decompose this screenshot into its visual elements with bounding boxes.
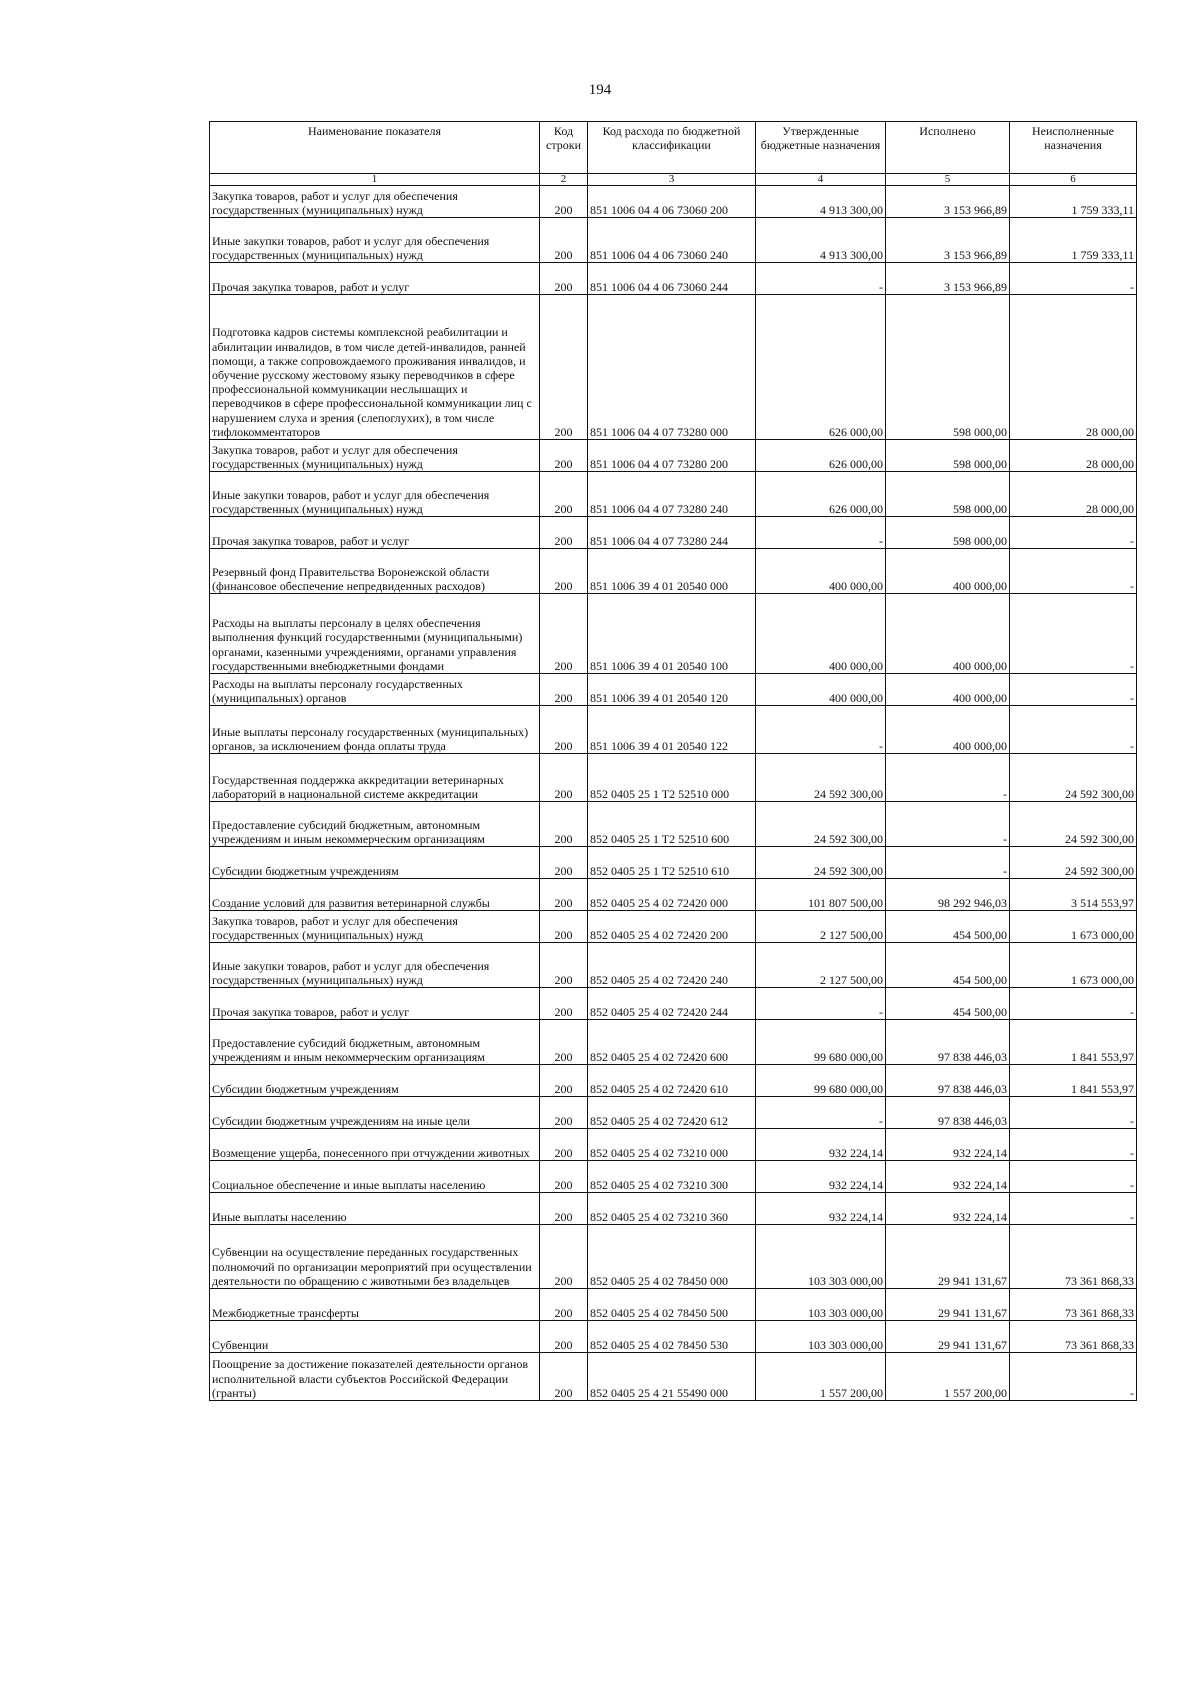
row-unexecuted: 73 361 868,33 [1010,1225,1137,1289]
row-executed: 3 153 966,89 [886,218,1010,263]
table-row [210,517,1137,549]
row-executed: 598 000,00 [886,440,1010,472]
row-name: Возмещение ущерба, понесенного при отчуждении животных [210,1129,540,1161]
row-line-code: 200 [540,549,588,594]
row-expense-code: 852 0405 25 4 02 72420 000 [588,879,756,911]
row-expense-code: 852 0405 25 4 02 72420 612 [588,1097,756,1129]
row-name: Иные закупки товаров, работ и услуг для обеспечения государственных (муниципальных) нужд [210,218,540,263]
row-line-code: 200 [540,706,588,754]
row-unexecuted: - [1010,1097,1137,1129]
table-row [210,802,1137,847]
row-line-code: 200 [540,440,588,472]
row-unexecuted: 24 592 300,00 [1010,847,1137,879]
table-row [210,879,1137,911]
row-approved: 1 557 200,00 [756,1353,886,1401]
row-unexecuted: - [1010,1353,1137,1401]
row-name: Субвенции на осуществление переданных государственных полномочий по организации мероприятий при осуществлении деятельности по обращению с животными без владельцев [210,1225,540,1289]
row-executed: 932 224,14 [886,1129,1010,1161]
row-approved: 2 127 500,00 [756,911,886,943]
row-approved: 932 224,14 [756,1161,886,1193]
row-unexecuted: 1 673 000,00 [1010,911,1137,943]
row-unexecuted: - [1010,1193,1137,1225]
row-unexecuted: 1 673 000,00 [1010,943,1137,988]
row-line-code: 200 [540,186,588,218]
row-executed: 97 838 446,03 [886,1020,1010,1065]
row-executed: 598 000,00 [886,472,1010,517]
row-name: Создание условий для развития ветеринарной службы [210,879,540,911]
row-name: Закупка товаров, работ и услуг для обеспечения государственных (муниципальных) нужд [210,440,540,472]
row-approved: 4 913 300,00 [756,218,886,263]
row-line-code: 200 [540,218,588,263]
row-expense-code: 852 0405 25 4 02 73210 300 [588,1161,756,1193]
row-line-code: 200 [540,1353,588,1401]
row-approved: 400 000,00 [756,674,886,706]
row-name: Субвенции [210,1321,540,1353]
row-approved: 932 224,14 [756,1129,886,1161]
row-executed: 29 941 131,67 [886,1225,1010,1289]
row-approved: 101 807 500,00 [756,879,886,911]
row-approved: 4 913 300,00 [756,186,886,218]
row-expense-code: 852 0405 25 4 02 72420 200 [588,911,756,943]
table-row [210,295,1137,440]
row-executed: 97 838 446,03 [886,1097,1010,1129]
row-line-code: 200 [540,472,588,517]
row-executed: 29 941 131,67 [886,1289,1010,1321]
table-row [210,1129,1137,1161]
row-executed: - [886,802,1010,847]
row-name: Субсидии бюджетным учреждениям [210,847,540,879]
row-approved: - [756,1097,886,1129]
row-unexecuted: 73 361 868,33 [1010,1289,1137,1321]
header-name: Наименование показателя [210,122,540,174]
row-expense-code: 852 0405 25 4 02 72420 600 [588,1020,756,1065]
row-expense-code: 851 1006 04 4 07 73280 244 [588,517,756,549]
row-approved: 103 303 000,00 [756,1321,886,1353]
row-executed: 454 500,00 [886,911,1010,943]
row-expense-code: 852 0405 25 4 02 72420 240 [588,943,756,988]
row-name: Прочая закупка товаров, работ и услуг [210,263,540,295]
table-row [210,1065,1137,1097]
row-unexecuted: 3 514 553,97 [1010,879,1137,911]
row-line-code: 200 [540,1065,588,1097]
row-executed: 29 941 131,67 [886,1321,1010,1353]
row-line-code: 200 [540,1289,588,1321]
column-number: 2 [540,174,588,186]
row-line-code: 200 [540,879,588,911]
row-executed: - [886,754,1010,802]
row-unexecuted: - [1010,549,1137,594]
table-row [210,440,1137,472]
row-line-code: 200 [540,1321,588,1353]
row-line-code: 200 [540,847,588,879]
row-executed: 3 153 966,89 [886,186,1010,218]
row-name: Субсидии бюджетным учреждениям на иные цели [210,1097,540,1129]
table-row [210,706,1137,754]
header-line-code: Код строки [540,122,588,174]
row-expense-code: 851 1006 04 4 07 73280 240 [588,472,756,517]
row-name: Межбюджетные трансферты [210,1289,540,1321]
budget-execution-table [209,121,1137,1401]
row-executed: 932 224,14 [886,1161,1010,1193]
row-line-code: 200 [540,594,588,674]
row-expense-code: 852 0405 25 4 02 72420 244 [588,988,756,1020]
row-approved: 400 000,00 [756,594,886,674]
row-expense-code: 852 0405 25 4 02 73210 000 [588,1129,756,1161]
row-expense-code: 851 1006 04 4 06 73060 200 [588,186,756,218]
table-row [210,218,1137,263]
table-row [210,594,1137,674]
table-row [210,1097,1137,1129]
row-unexecuted: 28 000,00 [1010,295,1137,440]
row-line-code: 200 [540,1161,588,1193]
row-line-code: 200 [540,1193,588,1225]
row-expense-code: 852 0405 25 4 21 55490 000 [588,1353,756,1401]
table-row [210,1161,1137,1193]
column-number: 5 [886,174,1010,186]
header-executed: Исполнено [886,122,1010,174]
row-approved: - [756,706,886,754]
row-expense-code: 852 0405 25 1 T2 52510 600 [588,802,756,847]
row-approved: 2 127 500,00 [756,943,886,988]
row-name: Иные закупки товаров, работ и услуг для обеспечения государственных (муниципальных) нужд [210,943,540,988]
column-number: 1 [210,174,540,186]
row-line-code: 200 [540,1097,588,1129]
row-name: Иные выплаты персоналу государственных (муниципальных) органов, за исключением фонда оплаты труда [210,706,540,754]
table-row [210,1289,1137,1321]
table-row [210,472,1137,517]
row-unexecuted: 28 000,00 [1010,472,1137,517]
page-number: 194 [588,82,612,98]
row-executed: 454 500,00 [886,943,1010,988]
row-unexecuted: - [1010,706,1137,754]
row-name: Иные выплаты населению [210,1193,540,1225]
row-executed: 400 000,00 [886,706,1010,754]
row-name: Предоставление субсидий бюджетным, автономным учреждениям и иным некоммерческим организациям [210,802,540,847]
table-row [210,943,1137,988]
header-row [210,122,1137,174]
table-row [210,911,1137,943]
column-number: 4 [756,174,886,186]
row-line-code: 200 [540,1129,588,1161]
row-executed: 400 000,00 [886,594,1010,674]
row-approved: 103 303 000,00 [756,1225,886,1289]
row-unexecuted: 24 592 300,00 [1010,754,1137,802]
row-line-code: 200 [540,1225,588,1289]
row-line-code: 200 [540,263,588,295]
row-executed: 454 500,00 [886,988,1010,1020]
row-line-code: 200 [540,754,588,802]
row-approved: 24 592 300,00 [756,754,886,802]
row-unexecuted: - [1010,517,1137,549]
header-approved: Утвержденные бюджетные назначения [756,122,886,174]
row-line-code: 200 [540,988,588,1020]
row-name: Прочая закупка товаров, работ и услуг [210,517,540,549]
table-row [210,263,1137,295]
row-name: Закупка товаров, работ и услуг для обеспечения государственных (муниципальных) нужд [210,186,540,218]
row-approved: 99 680 000,00 [756,1020,886,1065]
table-row [210,674,1137,706]
row-approved: 626 000,00 [756,440,886,472]
row-name: Субсидии бюджетным учреждениям [210,1065,540,1097]
row-unexecuted: 73 361 868,33 [1010,1321,1137,1353]
row-name: Прочая закупка товаров, работ и услуг [210,988,540,1020]
row-unexecuted: - [1010,674,1137,706]
table-row [210,1321,1137,1353]
row-line-code: 200 [540,674,588,706]
column-number: 3 [588,174,756,186]
row-expense-code: 852 0405 25 4 02 78450 000 [588,1225,756,1289]
table-row [210,847,1137,879]
row-line-code: 200 [540,911,588,943]
row-unexecuted: 1 841 553,97 [1010,1065,1137,1097]
row-approved: - [756,263,886,295]
row-unexecuted: - [1010,594,1137,674]
row-expense-code: 852 0405 25 4 02 73210 360 [588,1193,756,1225]
row-name: Социальное обеспечение и иные выплаты населению [210,1161,540,1193]
row-unexecuted: 28 000,00 [1010,440,1137,472]
table-row [210,1193,1137,1225]
row-line-code: 200 [540,517,588,549]
row-name: Резервный фонд Правительства Воронежской области (финансовое обеспечение непредвиденных расходов) [210,549,540,594]
column-number: 6 [1010,174,1137,186]
row-executed: 97 838 446,03 [886,1065,1010,1097]
row-unexecuted: 1 759 333,11 [1010,186,1137,218]
table-row [210,186,1137,218]
row-unexecuted: - [1010,1161,1137,1193]
row-expense-code: 851 1006 39 4 01 20540 100 [588,594,756,674]
row-unexecuted: - [1010,263,1137,295]
table-row [210,1353,1137,1401]
row-expense-code: 851 1006 04 4 06 73060 240 [588,218,756,263]
row-approved: 626 000,00 [756,295,886,440]
row-expense-code: 852 0405 25 4 02 78450 530 [588,1321,756,1353]
row-approved: 400 000,00 [756,549,886,594]
row-unexecuted: - [1010,1129,1137,1161]
row-approved: 103 303 000,00 [756,1289,886,1321]
row-expense-code: 851 1006 04 4 07 73280 000 [588,295,756,440]
table-row [210,1020,1137,1065]
row-executed: 400 000,00 [886,549,1010,594]
row-name: Расходы на выплаты персоналу государственных (муниципальных) органов [210,674,540,706]
row-executed: 3 153 966,89 [886,263,1010,295]
row-name: Подготовка кадров системы комплексной реабилитации и абилитации инвалидов, в том числе детей-инвалидов, ранней помощи, а также сопровождаемого проживания инвалидов, и обучение русскому жестовому языку переводчиков в сфере профессиональной коммуникации неслышащих и переводчиков в сфере профессиональной коммуникации лиц с нарушением слуха и зрения (слепоглухих), в том числе тифлокомментаторов [210,295,540,440]
table-row [210,988,1137,1020]
row-line-code: 200 [540,295,588,440]
row-unexecuted: 24 592 300,00 [1010,802,1137,847]
row-approved: 99 680 000,00 [756,1065,886,1097]
row-line-code: 200 [540,1020,588,1065]
column-number-row [210,174,1137,186]
row-expense-code: 852 0405 25 4 02 72420 610 [588,1065,756,1097]
row-name: Государственная поддержка аккредитации ветеринарных лабораторий в национальной системе аккредитации [210,754,540,802]
row-executed: 598 000,00 [886,295,1010,440]
header-unexecuted: Неисполненные назначения [1010,122,1137,174]
row-approved: 626 000,00 [756,472,886,517]
row-executed: 98 292 946,03 [886,879,1010,911]
row-line-code: 200 [540,943,588,988]
row-approved: 932 224,14 [756,1193,886,1225]
table-row [210,754,1137,802]
row-expense-code: 851 1006 39 4 01 20540 122 [588,706,756,754]
row-expense-code: 851 1006 39 4 01 20540 000 [588,549,756,594]
row-executed: 400 000,00 [886,674,1010,706]
row-line-code: 200 [540,802,588,847]
table-row [210,549,1137,594]
row-executed: 932 224,14 [886,1193,1010,1225]
row-executed: 598 000,00 [886,517,1010,549]
header-expense-code: Код расхода по бюджетной классификации [588,122,756,174]
row-unexecuted: 1 759 333,11 [1010,218,1137,263]
row-name: Иные закупки товаров, работ и услуг для обеспечения государственных (муниципальных) нужд [210,472,540,517]
table-row [210,1225,1137,1289]
row-expense-code: 852 0405 25 4 02 78450 500 [588,1289,756,1321]
row-approved: 24 592 300,00 [756,847,886,879]
row-approved: - [756,517,886,549]
row-expense-code: 851 1006 39 4 01 20540 120 [588,674,756,706]
row-expense-code: 852 0405 25 1 T2 52510 000 [588,754,756,802]
row-executed: - [886,847,1010,879]
row-name: Предоставление субсидий бюджетным, автономным учреждениям и иным некоммерческим организациям [210,1020,540,1065]
row-name: Поощрение за достижение показателей деятельности органов исполнительной власти субъектов Российской Федерации (гранты) [210,1353,540,1401]
row-expense-code: 851 1006 04 4 07 73280 200 [588,440,756,472]
row-name: Расходы на выплаты персоналу в целях обеспечения выполнения функций государственными (муниципальными) органами, казенными учреждениями, органами управления государственными внебюджетными фондами [210,594,540,674]
row-expense-code: 851 1006 04 4 06 73060 244 [588,263,756,295]
row-expense-code: 852 0405 25 1 T2 52510 610 [588,847,756,879]
row-name: Закупка товаров, работ и услуг для обеспечения государственных (муниципальных) нужд [210,911,540,943]
row-approved: - [756,988,886,1020]
row-approved: 24 592 300,00 [756,802,886,847]
row-unexecuted: 1 841 553,97 [1010,1020,1137,1065]
row-unexecuted: - [1010,988,1137,1020]
row-executed: 1 557 200,00 [886,1353,1010,1401]
